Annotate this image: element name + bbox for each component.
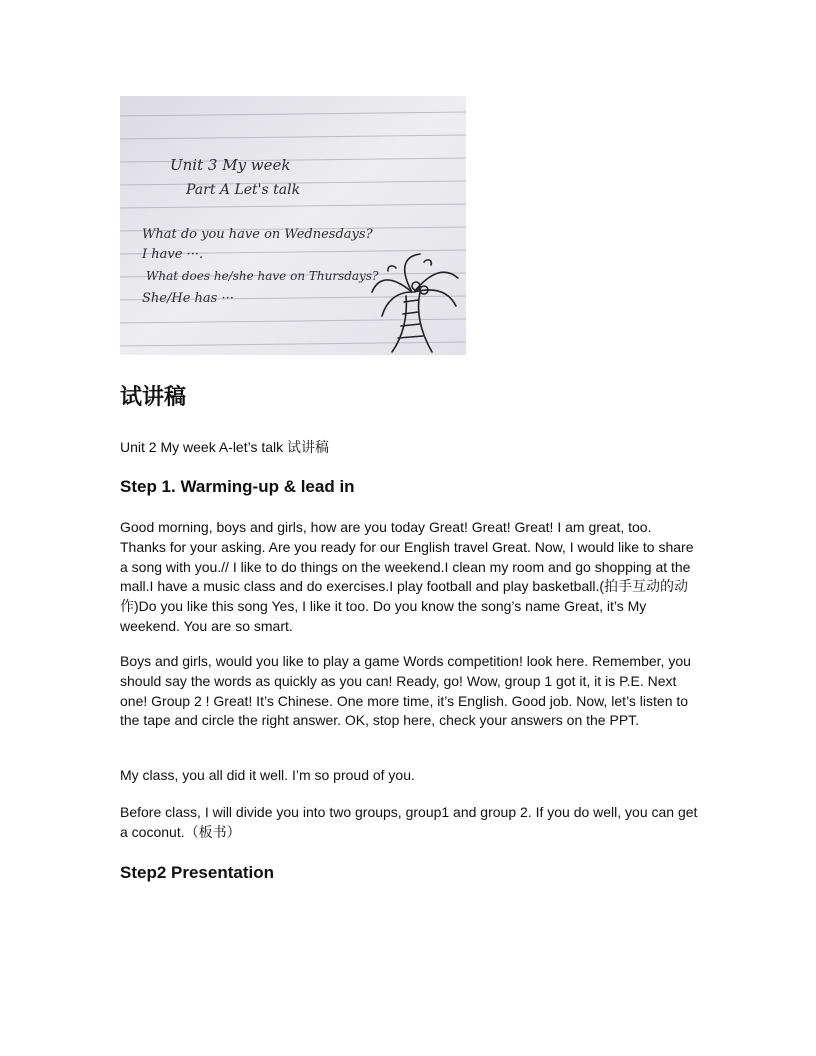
- paragraph-warmup-song: Good morning, boys and girls, how are you today Great! Great! Great! I am great, too. Thanks for your asking. Are you ready for our English travel Great. Now, I would like to share a song with you.// I like to do things on the weekend.I clean my room and go shopping at the mall.I have a music class and do exercises.I play football and play basketball.(拍手互动的动作)Do you like this song Yes, I like it too. Do you know the song’s name Great, it’s My weekend. You are so smart.: [120, 519, 694, 634]
- note-line-2: Part A Let's talk: [186, 182, 301, 198]
- document-subtitle: Unit 2 My week A-let’s talk 试讲稿: [120, 439, 330, 455]
- paragraph-groups: Before class, I will divide you into two groups, group1 and group 2. If you do well, you can get a coconut.（板书）: [120, 804, 698, 840]
- paragraph-praise: My class, you all did it well. I’m so proud of you.: [120, 767, 415, 783]
- page-title: 试讲稿: [120, 385, 187, 410]
- note-line-4: I have ···.: [142, 247, 204, 262]
- board-notes-photo: [120, 96, 466, 355]
- step2-heading: Step2 Presentation: [120, 863, 274, 882]
- note-line-5: What does he/she have on Thursdays?: [146, 269, 379, 283]
- note-line-1: Unit 3 My week: [170, 156, 291, 174]
- paragraph-words-game: Boys and girls, would you like to play a game Words competition! look here. Remember, you should say the words as quickly as you can! Ready, go! Wow, group 1 got it, it is P.E. Next one! Group 2 ! Great! It’s Chinese. One more time, it’s English. Good job. Now, let’s listen to the tape and circle the right answer. OK, stop here, check your answers on the PPT.: [120, 653, 691, 729]
- board-notes-drawing: [120, 96, 466, 355]
- step1-heading: Step 1. Warming-up & lead in: [120, 477, 355, 496]
- note-line-3: What do you have on Wednesdays?: [142, 227, 373, 242]
- note-line-6: She/He has ···: [142, 291, 234, 306]
